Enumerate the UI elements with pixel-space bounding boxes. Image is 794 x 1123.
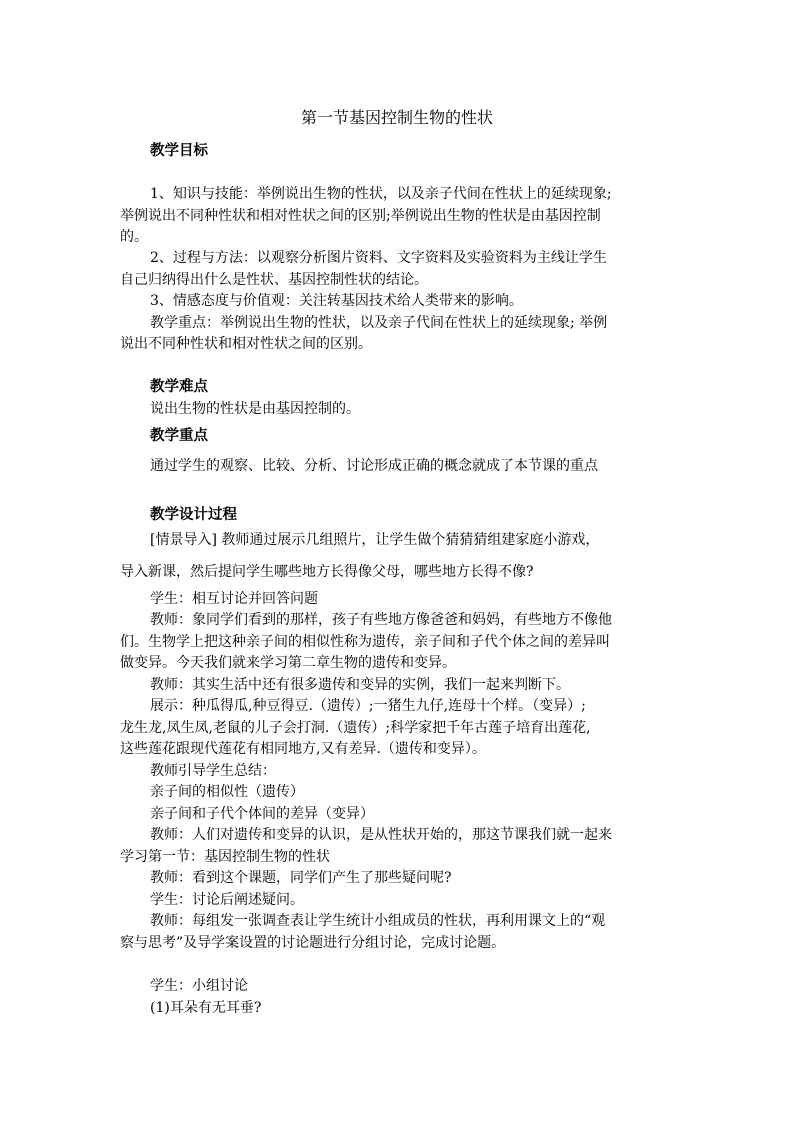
objective-knowledge-line2: 举例说出不同种性状和相对性状之间的区别;举例说出生物的性状是由基因控制 [120,208,601,224]
heading-process: 教学设计过程 [150,507,237,523]
question-line-1: (1)耳朵有无耳垂? [150,1000,262,1016]
difficulty-text: 说出生物的性状是由基因控制的。 [150,401,360,417]
student-line-1: 学生：相互讨论并回答问题 [150,591,318,607]
show-line2: 龙生龙,凤生凤,老鼠的儿子会打洞.（遗传）;科学家把千年古莲子培育出莲花, [120,720,591,736]
teacher3-line1: 教师：人们对遗传和变异的认识，是从性状开始的，那这节课我们就一起来 [150,827,612,843]
objective-knowledge-line3: 的。 [120,229,148,245]
heading-difficulty: 教学难点 [150,379,208,395]
teacher4-line: 教师：看到这个课题，同学们产生了那些疑问呢? [150,870,452,886]
teacher5-line1: 教师：每组发一张调查表让学生统计小组成员的性状，再利用课文上的“观 [150,913,606,929]
teacher5-line2: 察与思考”及导学案设置的讨论题进行分组讨论，完成讨论题。 [120,935,506,951]
student-line-2: 学生：讨论后阐述疑问。 [150,892,304,908]
guide-line: 教师引导学生总结： [150,763,276,779]
objective-attitude: 3、情感态度与价值观：关注转基因技术给人类带来的影响。 [150,293,523,309]
teacher1-line3: 做变异。今天我们就来学习第二章生物的遗传和变异。 [120,655,456,671]
summary-line2: 亲子间和子代个体间的差异（变异） [150,806,374,822]
objective-process-line2: 自己归纳得出什么是性状、基因控制性状的结论。 [120,272,428,288]
student-line-3: 学生：小组讨论 [150,978,248,994]
teacher3-line2: 学习第一节：基因控制生物的性状 [120,849,330,865]
intro-line1: [情景导入] 教师通过展示几组照片，让学生做个猜猜猜组建家庭小游戏， [150,532,600,548]
keypoint-line1: 教学重点：举例说出生物的性状，以及亲子代间在性状上的延续现象; 举例 [150,315,608,331]
teacher2-line: 教师：其实生活中还有很多遗传和变异的实例，我们一起来判断下。 [150,677,570,693]
keypoints-text: 通过学生的观察、比较、分析、讨论形成正确的概念就成了本节课的重点 [150,458,598,474]
keypoint-line2: 说出不同种性状和相对性状之间的区别。 [120,336,372,352]
teacher1-line2: 们。生物学上把这种亲子间的相似性称为遗传，亲子间和子代个体之间的差异叫 [120,634,610,650]
heading-objectives: 教学目标 [150,143,208,159]
show-line3: 这些莲花跟现代莲花有相同地方,又有差异.（遗传和变异）。 [120,741,486,757]
objective-process-line1: 2、过程与方法：以观察分析图片资料、文字资料及实验资料为主线让学生 [150,250,607,266]
intro-line2: 导入新课，然后提问学生哪些地方长得像父母，哪些地方长得不像? [120,564,534,580]
page-title: 第一节基因控制生物的性状 [300,108,493,127]
objective-knowledge-line1: 1、知识与技能：举例说出生物的性状，以及亲子代间在性状上的延续现象; [150,186,612,202]
show-line1: 展示：种瓜得瓜,种豆得豆.（遗传）;一猪生九仔,连母十个样。（变异）; [150,698,586,714]
summary-line1: 亲子间的相似性（遗传） [150,784,304,800]
heading-keypoints: 教学重点 [150,428,208,444]
teacher1-line1: 教师：象同学们看到的那样，孩子有些地方像爸爸和妈妈，有些地方不像他 [150,612,612,628]
